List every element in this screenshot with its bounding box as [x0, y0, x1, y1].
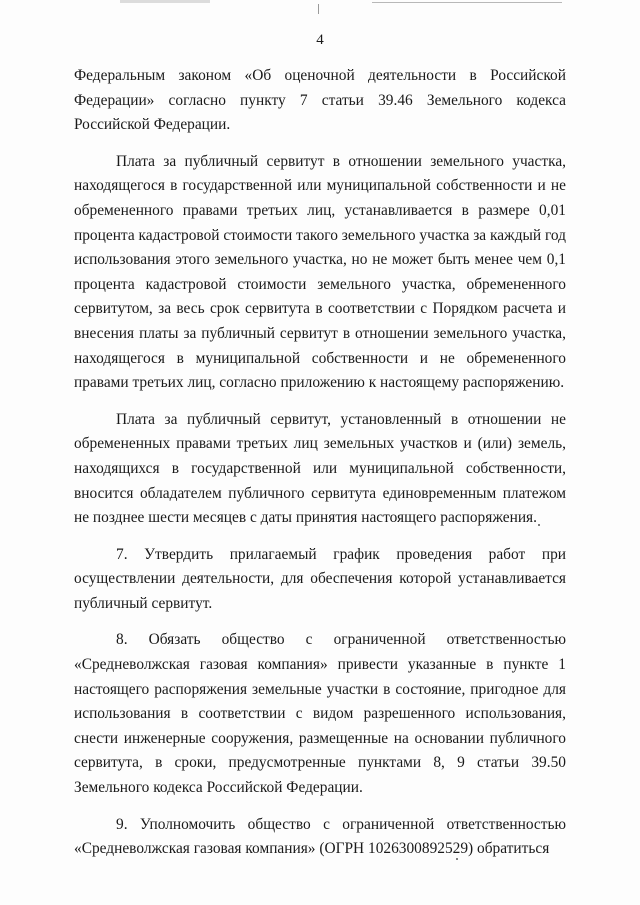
paragraph-item-9: 9. Уполномочить общество с ограниченной ответственностью «Средневолжская газовая компания» (ОГРН 1026300892529) обратиться — [74, 815, 566, 858]
scan-artifact — [372, 2, 562, 3]
paragraph-item-7: 7. Утвердить прилагаемый график проведения работ при осуществлении деятельности, для обеспечения которой устанавливается публичный сервитут. — [74, 545, 566, 612]
scan-artifact — [120, 0, 210, 3]
scan-artifact — [456, 858, 458, 860]
paragraph-continuation: Федеральным законом «Об оценочной деятельности в Российской Федерации» согласно пункту 7 статьи 39.46 Земельного кодекса Российской Федерации. — [74, 67, 566, 134]
document-body — [74, 64, 566, 874]
paragraph-payment-terms: Плата за публичный сервитут, установленный в отношении не обремененных правами третьих лиц земельных участков и (или) земель, находящихся в государственной или муниципальной собственности, вносится обладателем публичного сервитута единовременным платежом не позднее шести месяцев с даты принятия настоящего распоряжения. — [74, 410, 566, 527]
paragraph-servitude-fee: Плата за публичный сервитут в отношении земельного участка, находящегося в государственной или муниципальной собственности и не обремененного правами третьих лиц, устанавливается в размере 0,01 процента кадастровой стоимости такого земельного участка за каждый год использования этого земельного участка, но не может быть менее чем 0,1 процента кадастровой стоимости земельного участка, обремененного сервитутом, за весь срок сервитута в соответствии с Порядком расчета и внесения платы за публичный сервитут в отношении земельного участка, находящегося в муниципальной собственности и не обремененного правами третьих лиц, согласно приложению к настоящему распоряжению. — [74, 152, 566, 392]
scan-artifact — [538, 524, 540, 526]
page-number: 4 — [316, 32, 324, 48]
paragraph-item-8: 8. Обязать общество с ограниченной ответственностью «Средневолжская газовая компания» привести указанные в пункте 1 настоящего распоряжения земельные участки в состояние, пригодное для использования в соответствии с видом разрешенного использования, снести инженерные сооружения, размещенные на основании публичного сервитута, в сроки, предусмотренные пунктами 8, 9 статьи 39.50 Земельного кодекса Российской Федерации. — [74, 631, 566, 797]
scan-artifact — [318, 4, 319, 14]
